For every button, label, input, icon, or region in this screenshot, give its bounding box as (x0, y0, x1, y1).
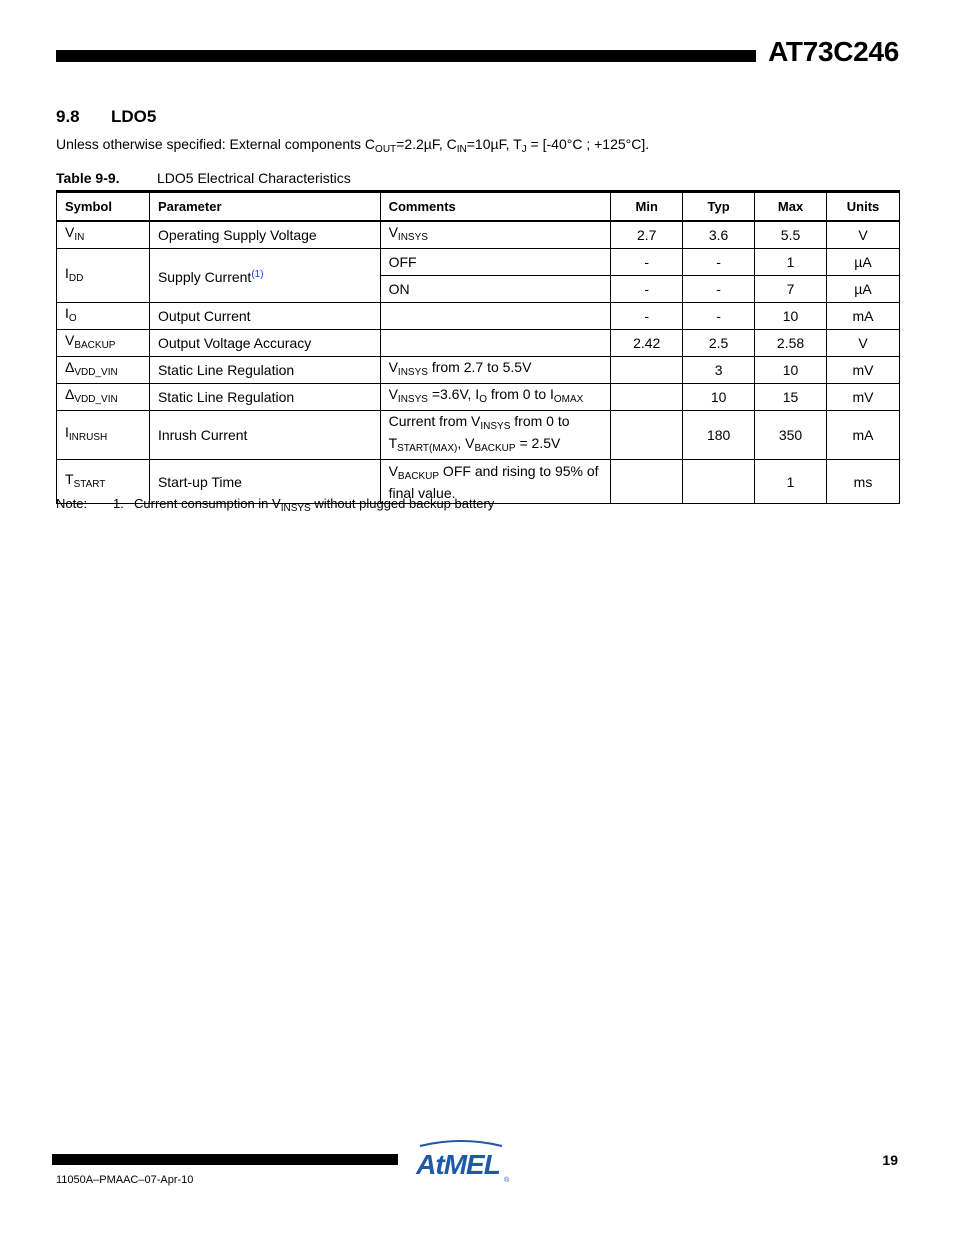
typ-cell: 3 (683, 357, 755, 384)
parameter-cell: Output Current (149, 303, 380, 330)
comments-cell (380, 303, 611, 330)
comments-cell: $V_{INSYS}$ from 2.7 to 5.5V (380, 357, 611, 384)
table-row (57, 384, 900, 411)
page-number: 19 (882, 1152, 898, 1168)
column-header-comments: Comments (380, 192, 611, 222)
units-cell: V (827, 221, 900, 249)
min-cell (611, 411, 683, 460)
table-row (57, 303, 900, 330)
symbol-cell: $\Delta_{VDD\_VIN}$ (57, 357, 150, 384)
note-number: 1. (113, 496, 124, 511)
typ-cell: - (683, 249, 755, 276)
table-header-row (57, 192, 900, 222)
max-cell: 10 (755, 357, 827, 384)
min-cell: 2.42 (611, 330, 683, 357)
typ-cell: 2.5 (683, 330, 755, 357)
footnote-link[interactable]: (1) (251, 268, 264, 280)
document-code: 11050A–PMAAC–07-Apr-10 (56, 1174, 194, 1186)
max-cell: 7 (755, 276, 827, 303)
units-cell: ms (827, 460, 900, 504)
min-cell: 2.7 (611, 221, 683, 249)
table-row (57, 330, 900, 357)
parameter-cell: Start-up Time (149, 460, 380, 504)
footer-rule (52, 1154, 398, 1165)
parameter-cell: Inrush Current (149, 411, 380, 460)
intro-text: =10µF, T (466, 136, 522, 152)
note-text: without plugged backup battery (310, 496, 495, 511)
max-cell: 2.58 (755, 330, 827, 357)
symbol-cell: $T_{START}$ (57, 460, 150, 504)
column-header-symbol: Symbol (57, 192, 150, 222)
min-cell: - (611, 276, 683, 303)
intro-subscript: OUT (375, 144, 397, 155)
comments-cell: $V_{BACKUP}$ OFF and rising to 95% of final value. (380, 460, 611, 504)
electrical-characteristics-table (56, 190, 900, 504)
max-cell: 5.5 (755, 221, 827, 249)
header-rule (56, 50, 756, 62)
parameter-cell: Output Voltage Accuracy (149, 330, 380, 357)
intro-text: Unless otherwise specified: External components C (56, 136, 376, 152)
symbol-cell: $I_{INRUSH}$ (57, 411, 150, 460)
units-cell: V (827, 330, 900, 357)
units-cell: µA (827, 276, 900, 303)
min-cell: - (611, 249, 683, 276)
parameter-cell: Static Line Regulation (149, 357, 380, 384)
comments-cell: OFF (380, 249, 611, 276)
table-row (57, 221, 900, 249)
logo-text: AtMEL (416, 1149, 500, 1180)
note-subscript: INSYS (280, 503, 311, 514)
min-cell (611, 357, 683, 384)
min-cell: - (611, 303, 683, 330)
units-cell: mA (827, 303, 900, 330)
units-cell: mV (827, 384, 900, 411)
table-caption-label: Table 9-9. (56, 170, 120, 186)
atmel-logo (414, 1138, 508, 1184)
units-cell: µA (827, 249, 900, 276)
parameter-cell: Static Line Regulation (149, 384, 380, 411)
typ-cell: 180 (683, 411, 755, 460)
column-header-typ: Typ (683, 192, 755, 222)
max-cell: 350 (755, 411, 827, 460)
intro-subscript: J (521, 144, 527, 155)
min-cell (611, 384, 683, 411)
max-cell: 10 (755, 303, 827, 330)
document-title: AT73C246 (768, 36, 899, 67)
column-header-min: Min (611, 192, 683, 222)
comments-cell: ON (380, 276, 611, 303)
typ-cell: - (683, 276, 755, 303)
typ-cell: 10 (683, 384, 755, 411)
column-header-units: Units (827, 192, 900, 222)
column-header-max: Max (755, 192, 827, 222)
comments-cell (380, 330, 611, 357)
section-number: 9.8 (56, 107, 80, 126)
comments-cell: $V_{INSYS}$ (380, 221, 611, 249)
symbol-cell: $I_O$ (57, 303, 150, 330)
intro-paragraph (56, 136, 649, 155)
note-label: Note: (56, 496, 88, 511)
section-title: LDO5 (111, 107, 157, 126)
symbol-cell: $V_{BACKUP}$ (57, 330, 150, 357)
symbol-cell: $\Delta_{VDD\_VIN}$ (57, 384, 150, 411)
table-footnote (56, 496, 494, 514)
comments-cell: $V_{INSYS} =3.6V$, $I_O$ from 0 to $I_{OMAX}$ (380, 384, 611, 411)
registered-mark: ® (504, 1177, 510, 1184)
table-row (57, 249, 900, 276)
note-text: Current consumption in V (134, 496, 281, 511)
units-cell: mV (827, 357, 900, 384)
symbol-cell: $I_{DD}$ (57, 249, 150, 303)
intro-text: =2.2µF, C (396, 136, 457, 152)
intro-text: = [-40°C ; +125°C]. (526, 136, 650, 152)
typ-cell (683, 460, 755, 504)
parameter-cell: Operating Supply Voltage (149, 221, 380, 249)
units-cell: mA (827, 411, 900, 460)
table-row (57, 357, 900, 384)
table-caption-title: LDO5 Electrical Characteristics (157, 170, 351, 186)
parameter-cell: Supply Current$^{(1)}$ (149, 249, 380, 303)
section-heading (56, 107, 156, 127)
max-cell: 1 (755, 249, 827, 276)
max-cell: 15 (755, 384, 827, 411)
table-caption (56, 170, 351, 186)
table-row (57, 411, 900, 460)
min-cell (611, 460, 683, 504)
comments-cell: Current from $V_{INSYS}$ from 0 to $T_{START(MAX)}$, $V_{BACKUP} = 2.5V$ (380, 411, 611, 460)
column-header-parameter: Parameter (149, 192, 380, 222)
symbol-cell: $V_{IN}$ (57, 221, 150, 249)
intro-subscript: IN (456, 144, 467, 155)
typ-cell: 3.6 (683, 221, 755, 249)
max-cell: 1 (755, 460, 827, 504)
typ-cell: - (683, 303, 755, 330)
